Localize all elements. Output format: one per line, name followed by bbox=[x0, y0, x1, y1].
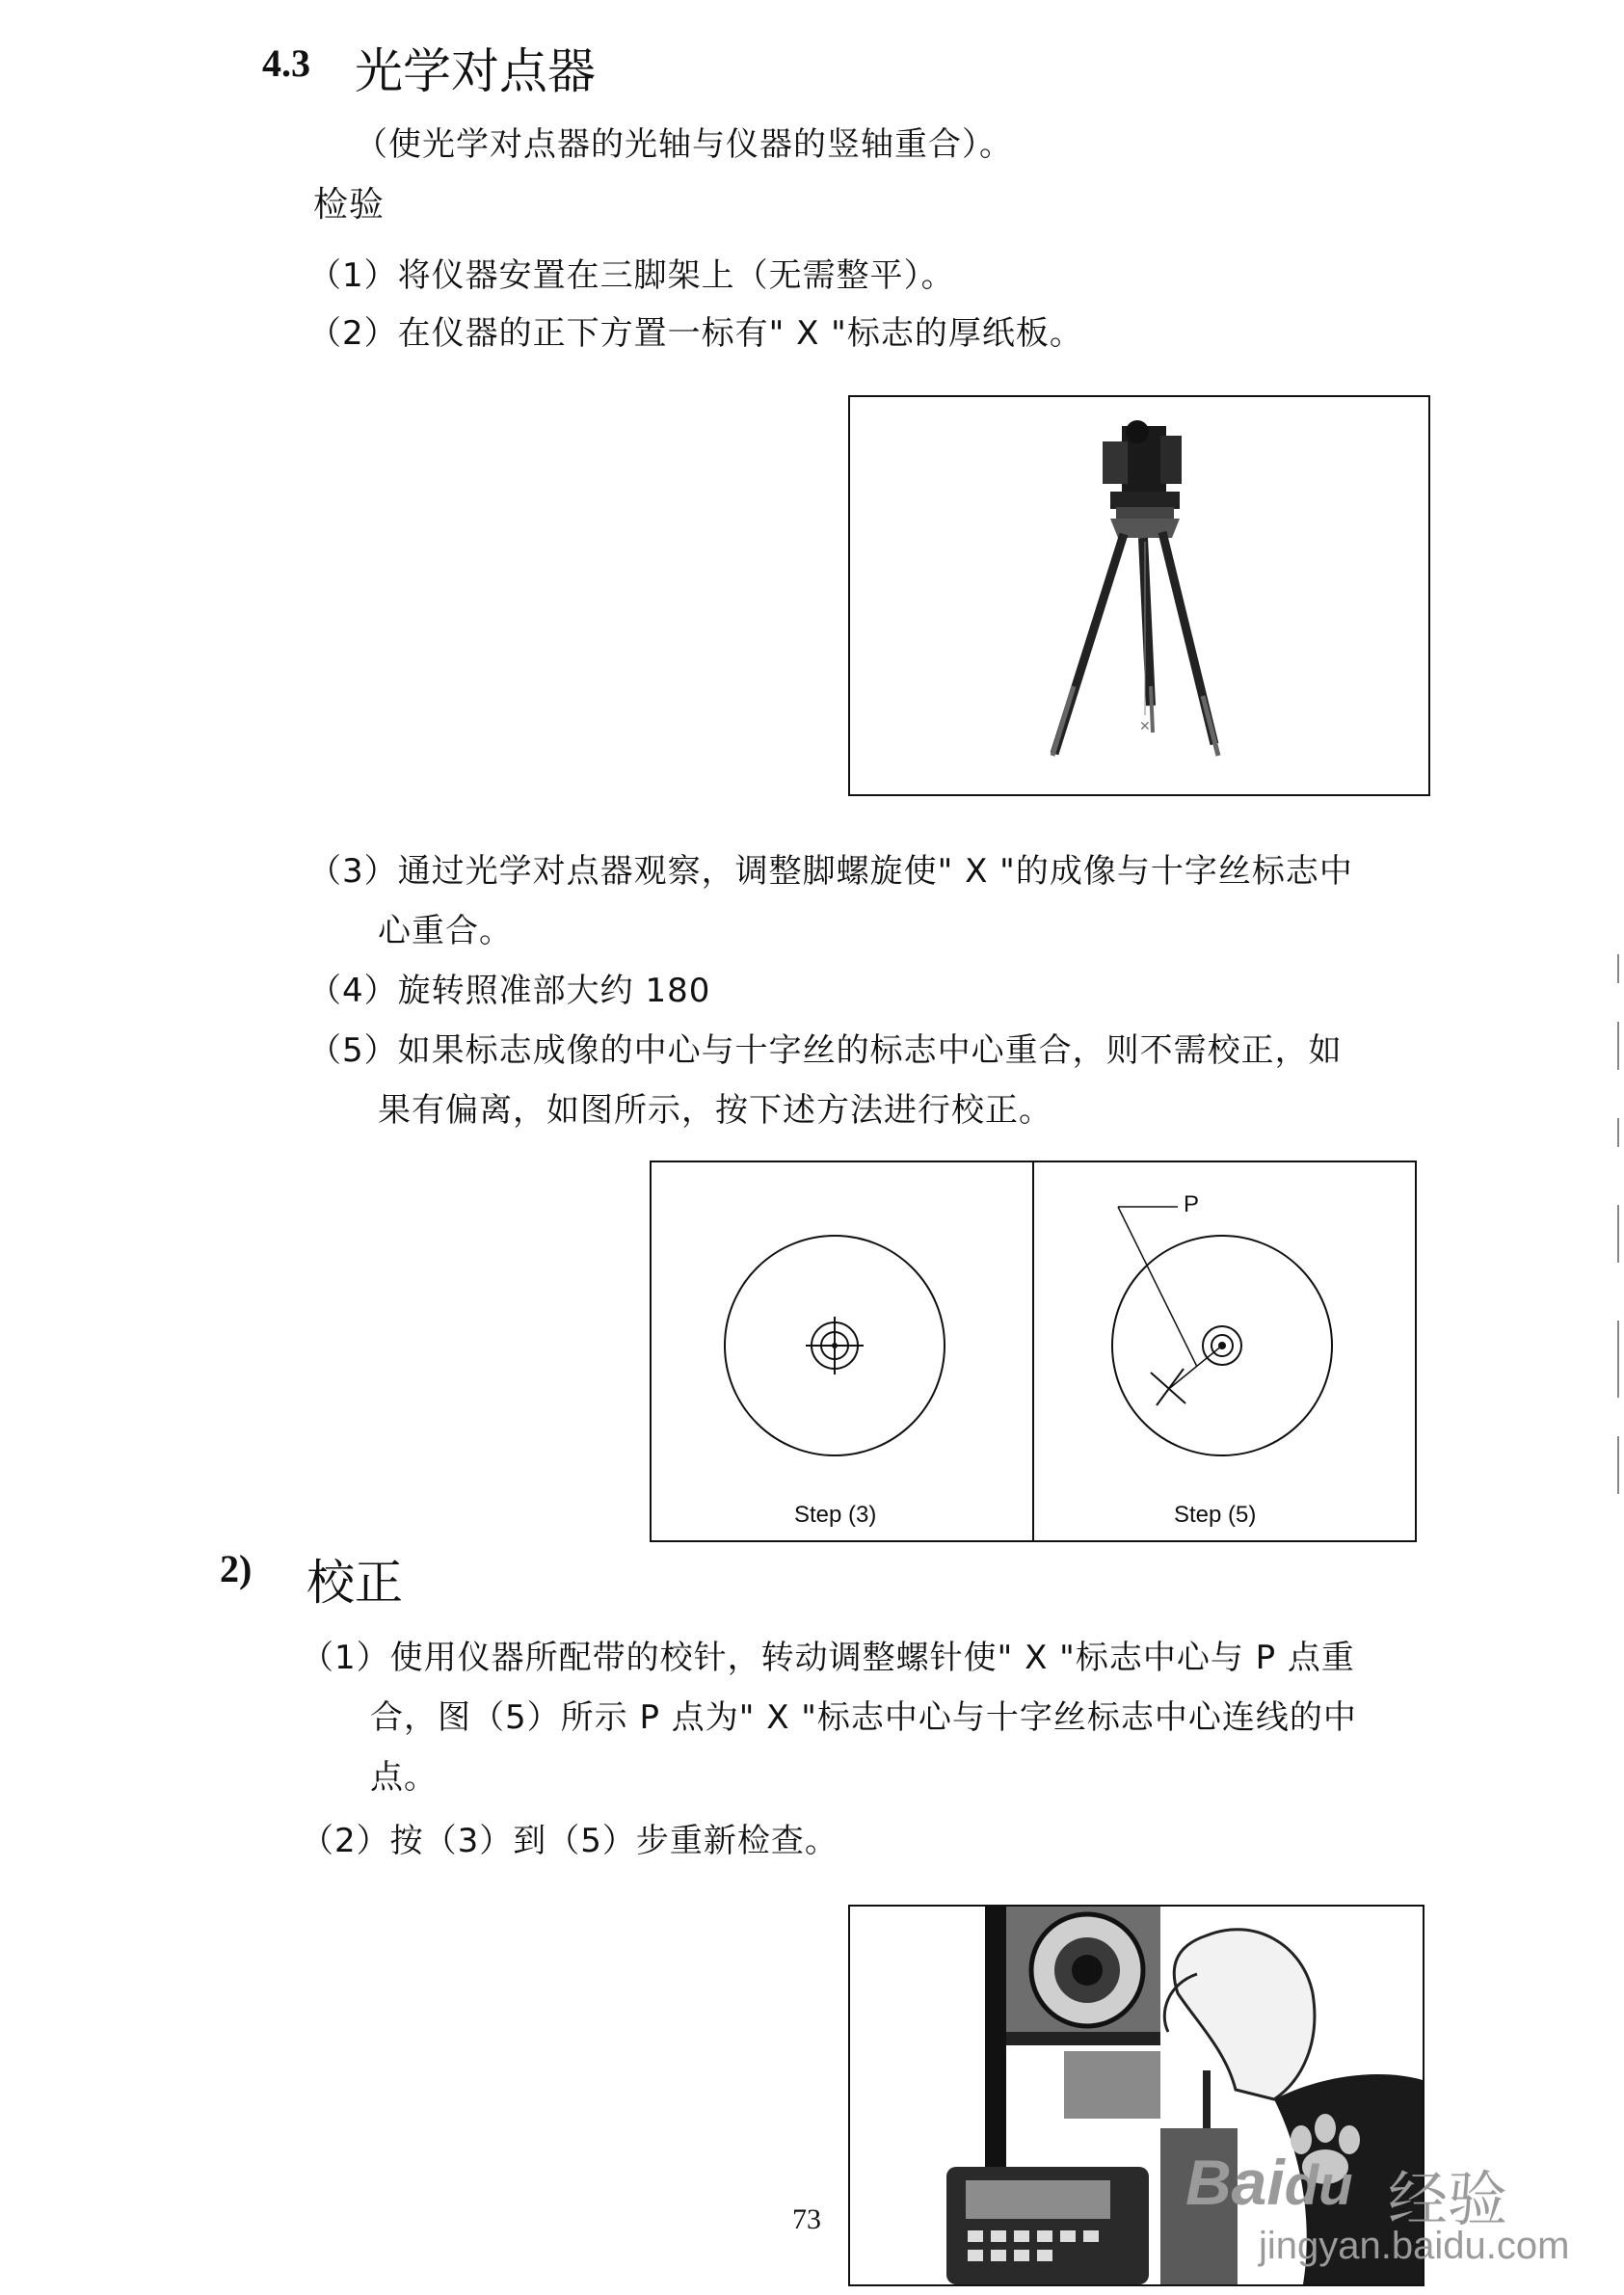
baidu-watermark bbox=[1185, 2111, 1610, 2284]
check-step-5-cont: 果有偏离，如图所示，按下述方法进行校正。 bbox=[378, 1091, 1052, 1130]
adjust-title: 校正 bbox=[306, 1555, 403, 1611]
check-step-2: （2）在仪器的正下方置一标有" X "标志的厚纸板。 bbox=[308, 314, 1083, 353]
section-title: 光学对点器 bbox=[355, 43, 596, 99]
adjust-number: 2) bbox=[220, 1547, 253, 1590]
adjust-step-1-cont: 合，图（5）所示 P 点为" X "标志中心与十字丝标志中心连线的中 bbox=[370, 1698, 1357, 1737]
tripod-illustration bbox=[850, 397, 1428, 794]
watermark-brand2: du bbox=[1284, 2154, 1353, 2217]
check-step-5: （5）如果标志成像的中心与十字丝的标志中心重合，则不需校正，如 bbox=[308, 1031, 1343, 1070]
adjust-step-2: （2）按（3）到（5）步重新检查。 bbox=[301, 1822, 839, 1860]
section-purpose: （使光学对点器的光轴与仪器的竖轴重合）。 bbox=[355, 125, 1013, 164]
page-number: 73 bbox=[792, 2203, 821, 2235]
check-step-3-cont: 心重合。 bbox=[378, 912, 513, 950]
tripod-figure bbox=[848, 395, 1430, 796]
check-step-3: （3）通过光学对点器观察，调整脚螺旋使" X "的成像与十字丝标志中 bbox=[308, 852, 1353, 891]
step5-label: Step (5) bbox=[1174, 1502, 1257, 1528]
scan-edge-marks bbox=[1615, 954, 1621, 1533]
check-heading: 检验 bbox=[313, 185, 386, 225]
watermark-cn: 经验 bbox=[1388, 2164, 1508, 2234]
section-number: 4.3 bbox=[262, 41, 310, 85]
adjust-step-1: （1）使用仪器所配带的校针，转动调整螺针使" X "标志中心与 P 点重 bbox=[301, 1639, 1355, 1677]
adjust-step-1-cont2: 点。 bbox=[370, 1758, 438, 1797]
check-step-4: （4）旋转照准部大约 180 bbox=[308, 972, 711, 1010]
svg-text:✕: ✕ bbox=[1139, 719, 1151, 734]
watermark-brand: Bai bbox=[1185, 2147, 1285, 2218]
reticle-diagram-svg bbox=[652, 1162, 1415, 1540]
watermark-url: jingyan.baidu.com bbox=[1259, 2225, 1570, 2267]
reticle-diagram bbox=[650, 1161, 1417, 1542]
check-step-1: （1）将仪器安置在三脚架上（无需整平）。 bbox=[308, 256, 955, 295]
step3-label: Step (3) bbox=[794, 1502, 877, 1528]
point-p-label: P bbox=[1184, 1191, 1200, 1217]
